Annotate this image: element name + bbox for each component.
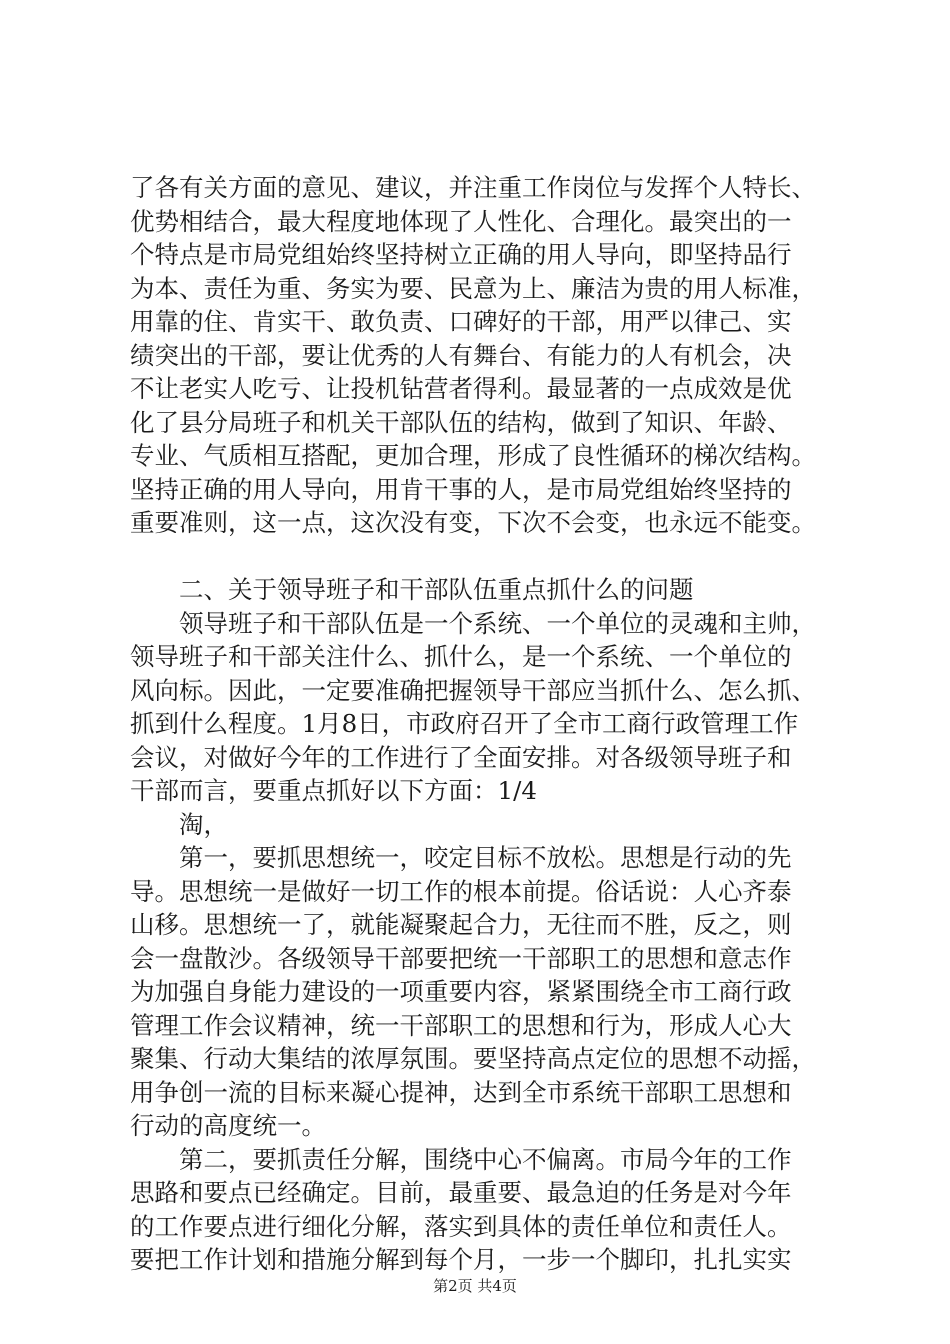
text-line: 优势相结合，最大程度地体现了人性化、合理化。最突出的一 [130,206,792,236]
text-line: 会一盘散沙。各级领导干部要把统一干部职工的思想和意志作 [130,943,792,973]
text-line: 干部而言，要重点抓好以下方面：1/4 [130,776,537,805]
text-line: 个特点是市局党组始终坚持树立正确的用人导向，即坚持品行 [130,240,792,269]
text-line: 导。思想统一是做好一切工作的根本前提。俗话说：人心齐泰 [130,876,792,906]
text-line: 了各有关方面的意见、建议，并注重工作岗位与发挥个人特长、 [130,173,816,202]
text-line: 风向标。因此，一定要准确把握领导干部应当抓什么、怎么抓、 [130,675,816,705]
text-line: 思路和要点已经确定。目前，最重要、最急迫的任务是对今年 [130,1178,792,1207]
paragraph-first-line: 领导班子和干部队伍是一个系统、一个单位的灵魂和主帅， [179,608,816,638]
fragment-line: 淘， [179,809,228,839]
section-heading: 二、关于领导班子和干部队伍重点抓什么的问题 [179,575,694,604]
text-line: 行动的高度统一。 [130,1111,326,1140]
document-body [130,171,830,1277]
text-line: 用争创一流的目标来凝心提神，达到全市系统干部职工思想和 [130,1077,792,1107]
text-line: 抓到什么程度。1月8日，市政府召开了全市工商行政管理工作 [130,709,799,738]
text-line: 坚持正确的用人导向，用肯干事的人，是市局党组始终坚持的 [130,474,792,504]
text-line: 山移。思想统一了，就能凝聚起合力，无往而不胜，反之，则 [130,910,792,939]
text-line: 为本、责任为重、务实为要、民意为上、廉洁为贵的用人标准， [130,273,816,303]
text-line: 领导班子和干部关注什么、抓什么，是一个系统、一个单位的 [130,642,792,671]
text-line: 重要准则，这一点，这次没有变，下次不会变，也永远不能变。 [130,508,816,537]
text-line: 会议，对做好今年的工作进行了全面安排。对各级领导班子和 [130,742,792,772]
paragraph-first-line: 第二，要抓责任分解，围绕中心不偏离。市局今年的工作 [179,1144,792,1174]
text-line: 化了县分局班子和机关干部队伍的结构，做到了知识、年龄、 [130,407,792,437]
text-line: 为加强自身能力建设的一项重要内容，紧紧围绕全市工商行政 [130,977,792,1006]
text-line: 聚集、行动大集结的浓厚氛围。要坚持高点定位的思想不动摇， [130,1044,816,1073]
text-line: 绩突出的干部，要让优秀的人有舞台、有能力的人有机会，决 [130,340,792,370]
paragraph-first-line: 第一，要抓思想统一，咬定目标不放松。思想是行动的先 [179,843,792,872]
text-line: 要把工作计划和措施分解到每个月，一步一个脚印，扎扎实实 [130,1245,792,1274]
page-number-label: 第2页 共4页 [433,1277,517,1295]
text-line: 不让老实人吃亏、让投机钻营者得利。最显著的一点成效是优 [130,374,792,403]
page-footer [0,1276,950,1296]
paragraph-gap [130,540,830,574]
text-line: 的工作要点进行细化分解，落实到具体的责任单位和责任人。 [130,1211,792,1241]
text-line: 专业、气质相互搭配，更加合理，形成了良性循环的梯次结构。 [130,441,816,470]
text-line: 管理工作会议精神，统一干部职工的思想和行为，形成人心大 [130,1010,792,1040]
text-line: 用靠的住、肯实干、敢负责、口碑好的干部，用严以律己、实 [130,307,792,336]
